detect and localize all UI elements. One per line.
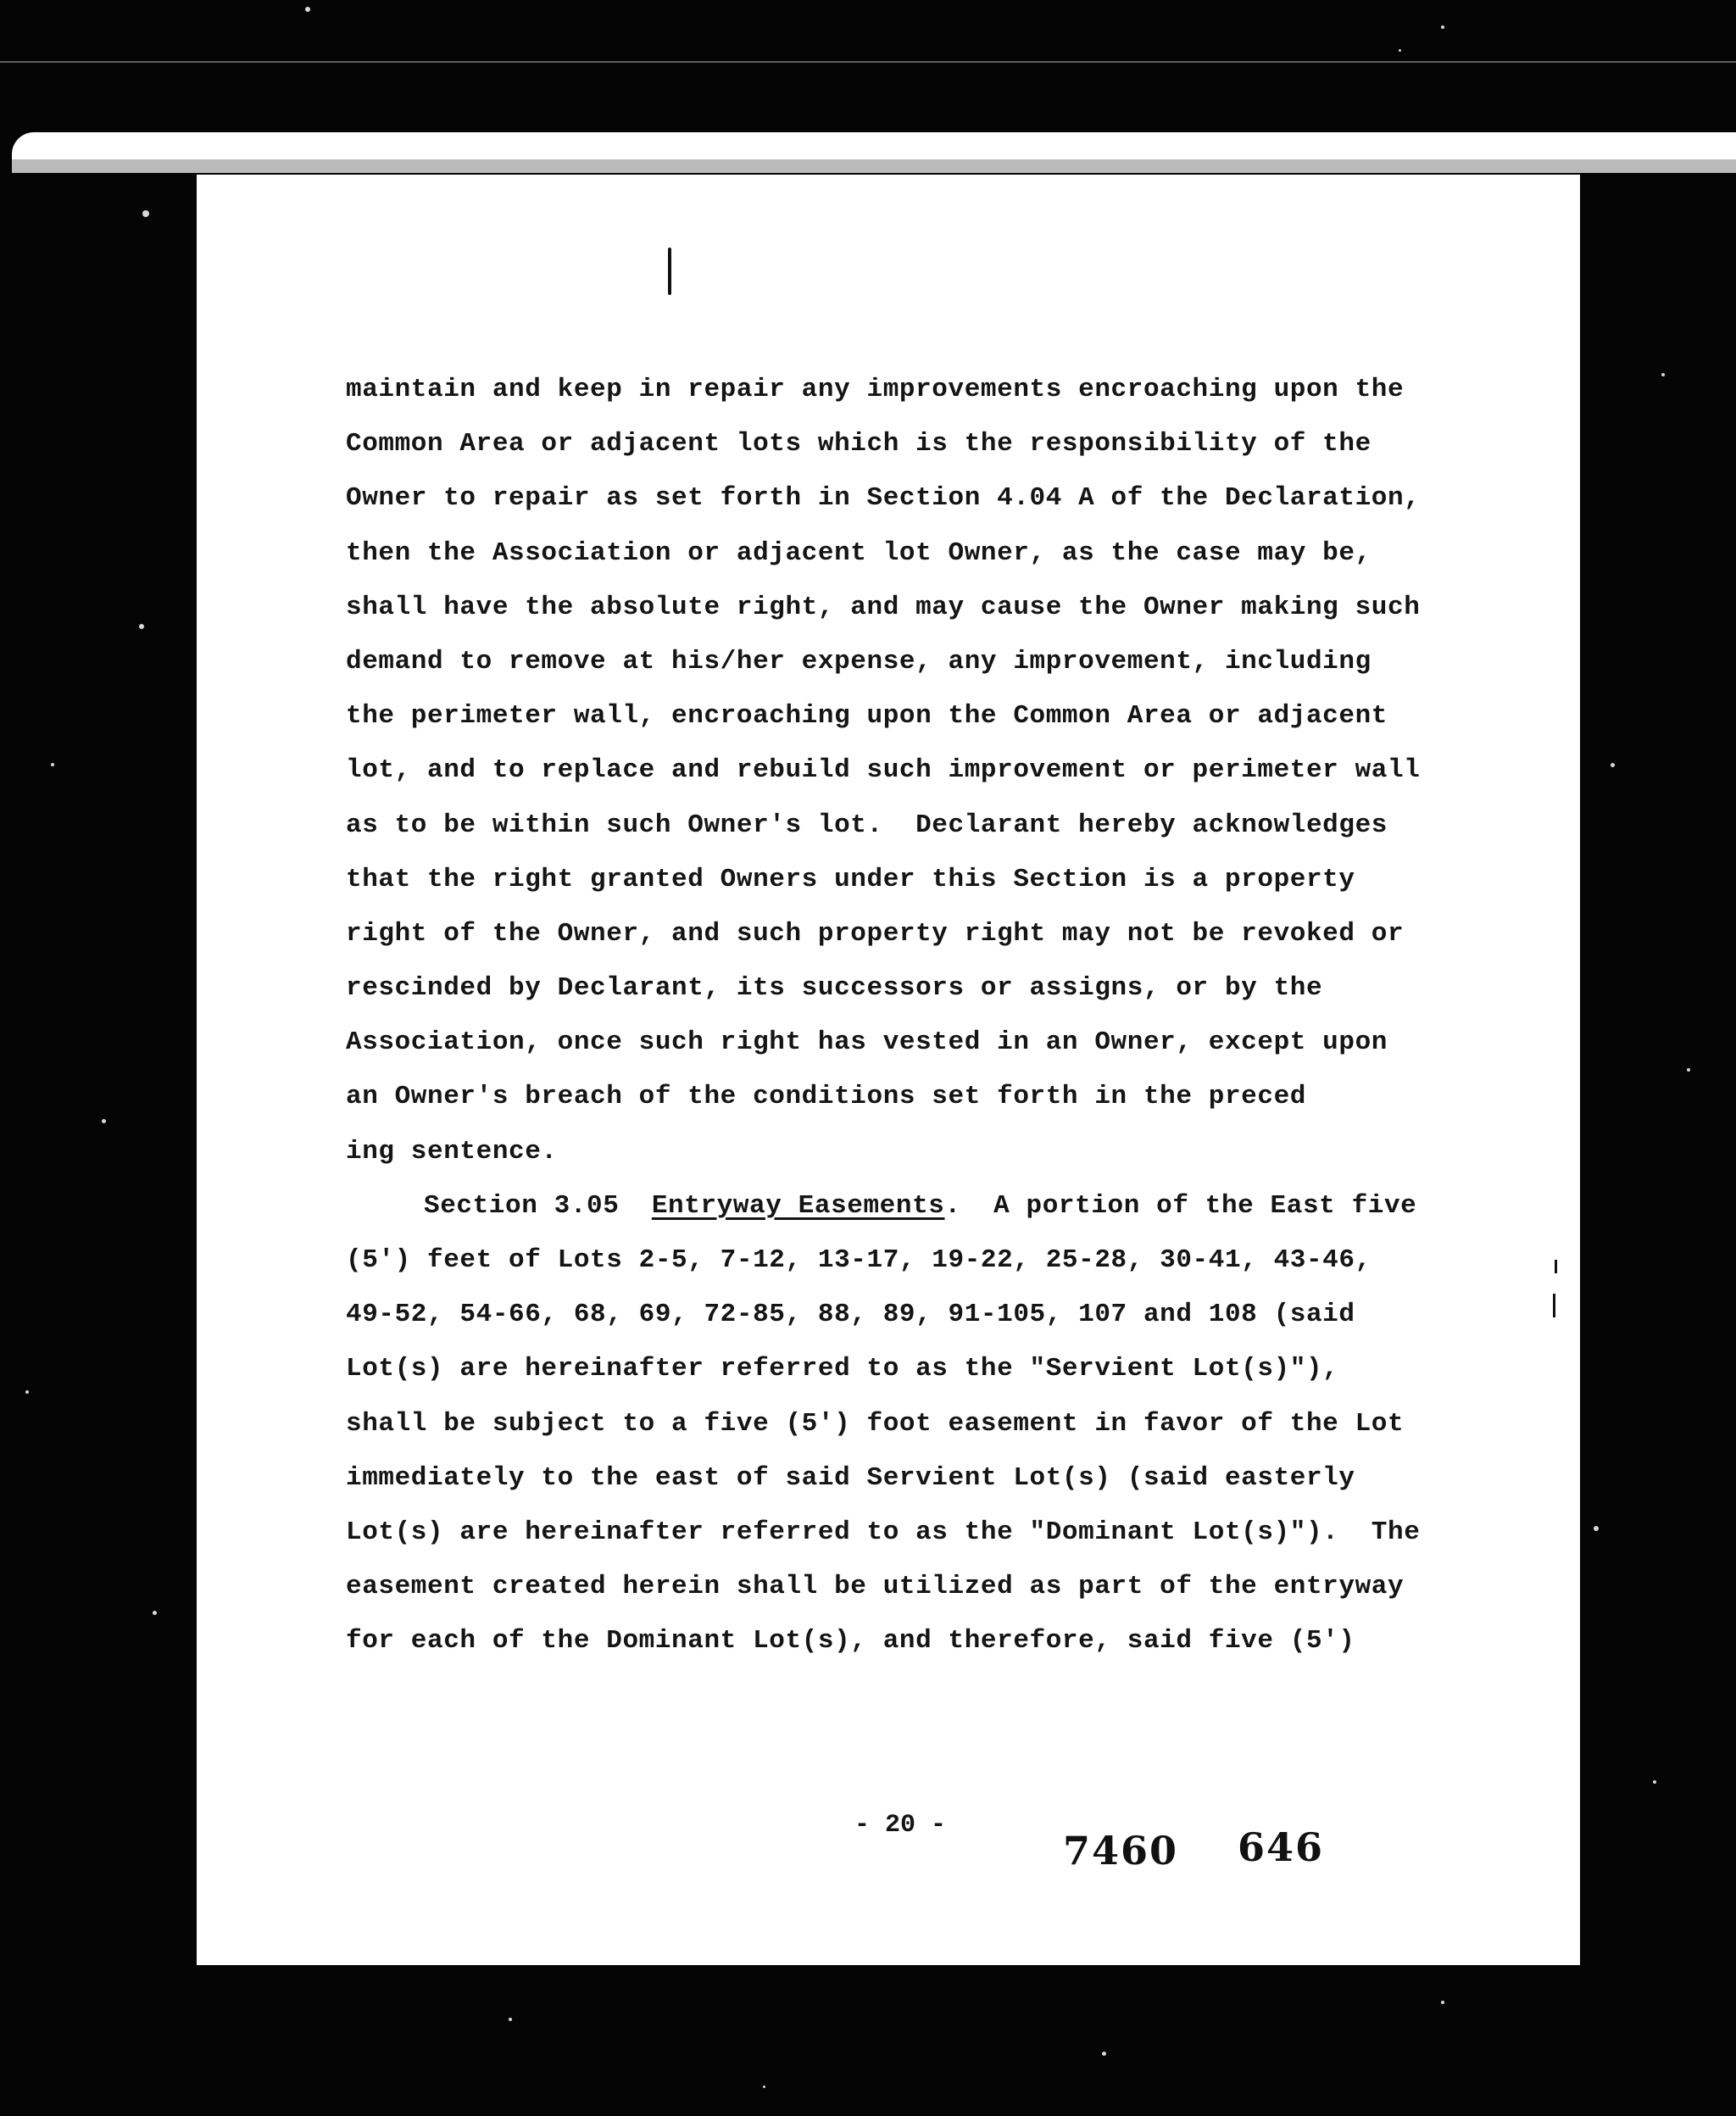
text-line: that the right granted Owners under this Section is a property [346, 864, 1355, 894]
page-number: - 20 - [854, 1811, 947, 1840]
text-line: easement created herein shall be utilized as part of the entryway [346, 1572, 1405, 1602]
binder-mark [668, 248, 671, 295]
text-line: Owner to repair as set forth in Section 4.04 A of the Declaration, [346, 483, 1421, 514]
text-line: the perimeter wall, encroaching upon the Common Area or adjacent [346, 701, 1388, 732]
text-line: shall be subject to a five (5') foot easement in favor of the Lot [346, 1408, 1405, 1439]
section-first-line-text: . A portion of the East five [944, 1190, 1417, 1221]
section-heading-line [346, 1179, 1499, 1233]
text-line: Lot(s) are hereinafter referred to as the "Dominant Lot(s)"). The [346, 1517, 1421, 1547]
margin-mark [1553, 1294, 1555, 1317]
text-line: demand to remove at his/her expense, any improvement, including [346, 646, 1372, 677]
text-line: Association, once such right has vested in an Owner, except upon [346, 1027, 1388, 1058]
text-line: right of the Owner, and such property right may not be revoked or [346, 918, 1405, 949]
text-line: immediately to the east of said Servient Lot(s) (said easterly [346, 1462, 1355, 1493]
margin-mark [1555, 1260, 1557, 1273]
text-line: maintain and keep in repair any improvements encroaching upon the [346, 375, 1405, 404]
text-line: Common Area or adjacent lots which is the responsibility of the [346, 429, 1372, 459]
text-line: as to be within such Owner's lot. Declarant hereby acknowledges [346, 810, 1388, 840]
book-number: 7460 [1063, 1828, 1179, 1874]
scan-paper-edge-shadow [12, 159, 1736, 173]
text-line: an Owner's breach of the conditions set forth in the preced [346, 1082, 1306, 1112]
document-page [197, 175, 1580, 1965]
text-line: ing sentence. [346, 1136, 558, 1167]
page-reference: 646 [1238, 1824, 1325, 1870]
text-line: 49-52, 54-66, 68, 69, 72-85, 88, 89, 91-105, 107 and 108 (said [346, 1300, 1355, 1330]
section-heading: Entryway Easements [651, 1190, 945, 1221]
text-line: for each of the Dominant Lot(s), and therefore, said five (5') [346, 1626, 1355, 1657]
text-line: lot, and to replace and rebuild such improvement or perimeter wall [346, 755, 1421, 786]
scan-edge-line [0, 61, 1736, 63]
document-body [346, 363, 1499, 1669]
text-line: rescinded by Declarant, its successors or assigns, or by the [346, 973, 1323, 1004]
text-line: (5') feet of Lots 2-5, 7-12, 13-17, 19-22, 25-28, 30-41, 43-46, [346, 1245, 1372, 1275]
section-number: Section 3.05 [424, 1190, 620, 1221]
text-line: Lot(s) are hereinafter referred to as the "Servient Lot(s)"), [346, 1354, 1339, 1384]
text-line: then the Association or adjacent lot Owner, as the case may be, [346, 537, 1372, 568]
text-line: shall have the absolute right, and may cause the Owner making such [346, 592, 1421, 622]
